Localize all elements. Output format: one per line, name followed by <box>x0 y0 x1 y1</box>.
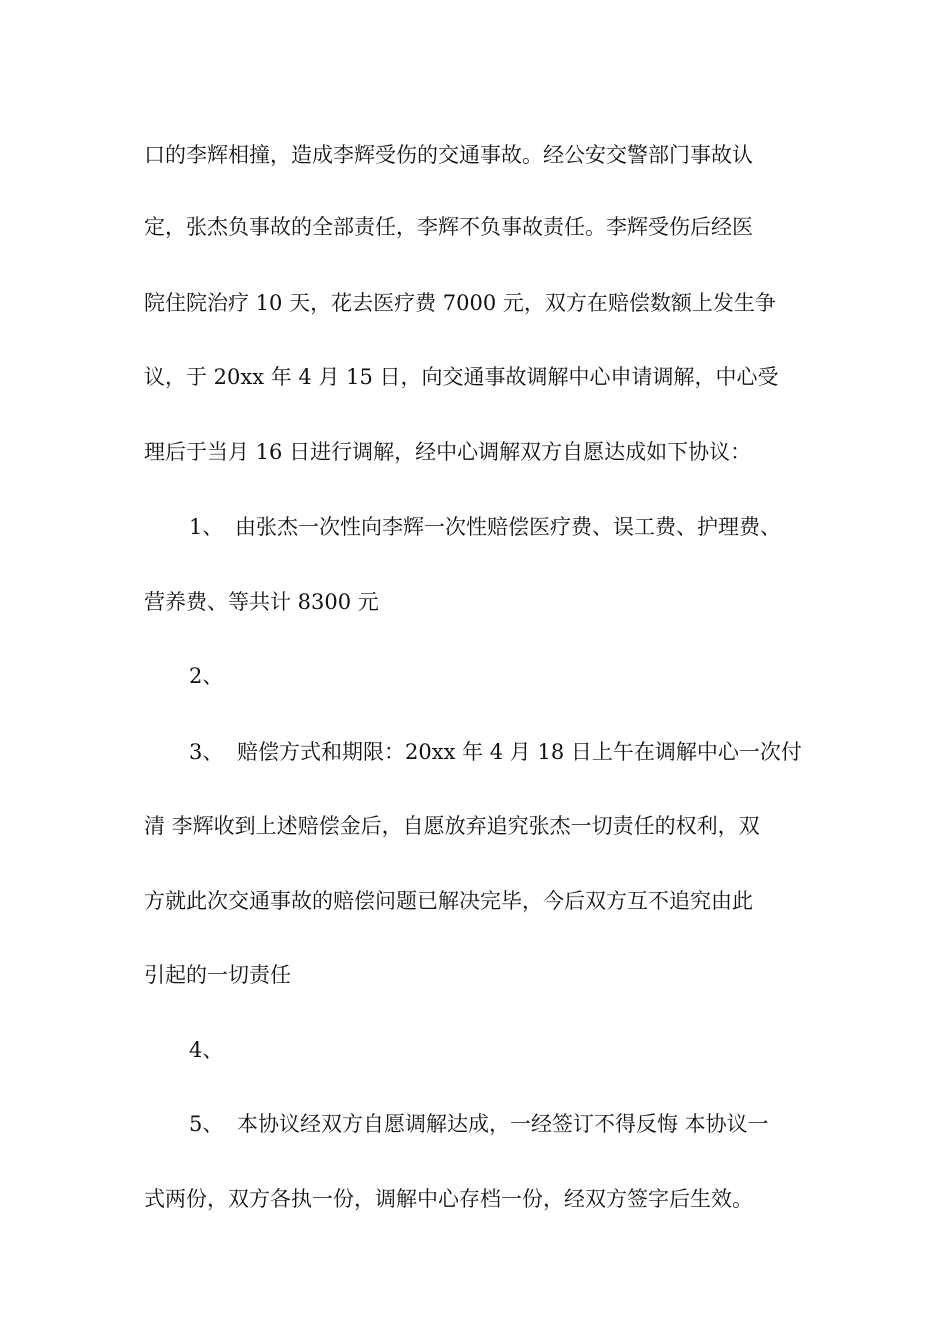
paragraph-line: 口的李辉相撞，造成李辉受伤的交通事故。经公安交警部门事故认 <box>144 143 753 167</box>
list-item-text: 赔偿方式和期限：20xx 年 4 月 18 日上午在调解中心一次付 <box>237 740 802 764</box>
list-item-number: 2、 <box>189 664 224 688</box>
list-item-number: 5、 <box>189 1112 224 1136</box>
list-item-3 <box>189 737 802 767</box>
paragraph-line: 定，张杰负事故的全部责任，李辉不负事故责任。李辉受伤后经医 <box>144 215 753 239</box>
list-item-number: 4、 <box>189 1038 224 1062</box>
list-item-text: 本协议经双方自愿调解达成，一经签订不得反悔 本协议一 <box>237 1112 769 1136</box>
paragraph-line: 理后于当月 16 日进行调解，经中心调解双方自愿达成如下协议： <box>144 440 752 464</box>
list-item-continuation: 营养费、等共计 8300 元 <box>144 590 379 614</box>
list-item-continuation: 引起的一切责任 <box>144 963 291 987</box>
paragraph-line: 议，于 20xx 年 4 月 15 日，向交通事故调解中心申请调解，中心受 <box>144 365 779 389</box>
list-item-continuation: 式两份，双方各执一份，调解中心存档一份，经双方签字后生效。 <box>144 1187 753 1211</box>
list-item-continuation: 方就此次交通事故的赔偿问题已解决完毕，今后双方互不追究由此 <box>144 889 753 913</box>
list-item-number: 1、 <box>189 515 224 539</box>
list-item-number: 3、 <box>189 740 224 764</box>
list-item-2 <box>189 661 235 691</box>
paragraph-line: 院住院治疗 10 天，花去医疗费 7000 元，双方在赔偿数额上发生争 <box>144 291 776 315</box>
list-item-continuation: 清 李辉收到上述赔偿金后，自愿放弃追究张杰一切责任的权利，双 <box>144 814 760 838</box>
list-item-4 <box>189 1035 235 1065</box>
list-item-text: 由张杰一次性向李辉一次性赔偿医疗费、误工费、护理费、 <box>235 515 781 539</box>
list-item-1 <box>189 512 781 542</box>
list-item-5 <box>189 1109 769 1139</box>
